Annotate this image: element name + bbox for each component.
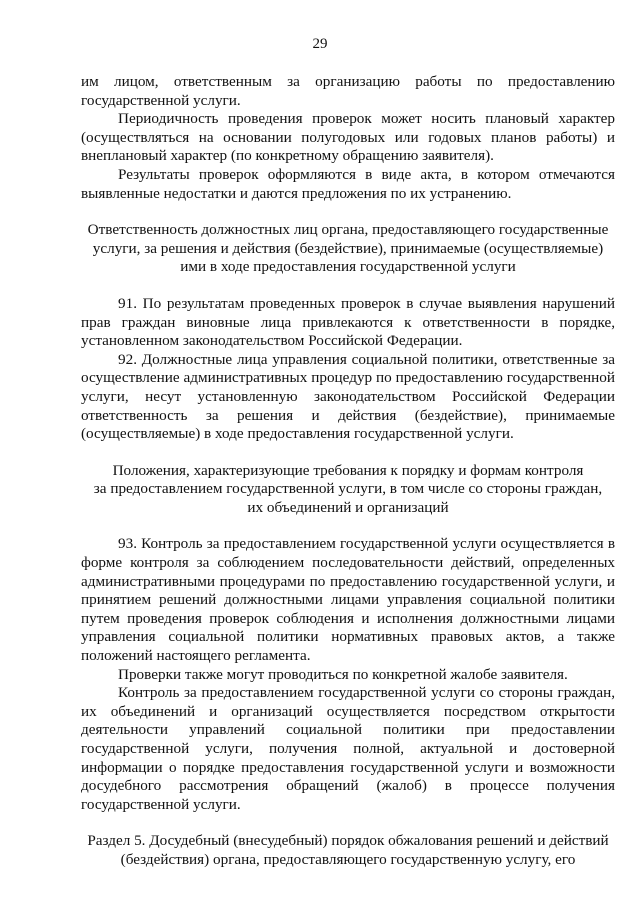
paragraph: Периодичность проведения проверок может носить плановый характер (осуществляться на основании полугодовых или годовых планов работы) и внеплановый характер (по конкретному обращению заявителя). xyxy=(81,110,615,165)
heading-line: Положения, характеризующие требования к порядку и формам контроля xyxy=(112,461,584,479)
paragraph: Контроль за предоставлением государственной услуги со стороны граждан, их объединений и организаций осуществляется посредством открытости деятельности управлений социальной политики при предоставлении государственной услуги, получения полной, актуальной и достоверной информации о порядке предоставления государственной услуги и возможности досудебного рассмотрения обращений (жалоб) в процессе получения государственной услуги. xyxy=(81,684,615,813)
paragraph: 91. По результатам проведенных проверок в случае выявления нарушений прав граждан виновные лица привлекаются к ответственности в порядке, установленном законодательством Российской Федерации. xyxy=(81,294,615,350)
paragraph: Проверки также могут проводиться по конкретной жалобе заявителя. xyxy=(118,665,568,683)
document-body xyxy=(81,73,615,870)
heading-line: их объединений и организаций xyxy=(247,498,449,516)
section-spacer xyxy=(81,203,615,221)
section-heading xyxy=(81,221,615,277)
heading-line: ими в ходе предоставления государственной услуги xyxy=(180,258,516,276)
section-spacer xyxy=(81,814,615,832)
section-spacer xyxy=(81,517,615,535)
heading-line: за предоставлением государственной услуги, в том числе со стороны граждан, xyxy=(93,480,603,498)
heading-line: Ответственность должностных лиц органа, предоставляющего государственные xyxy=(87,221,609,239)
page-number: 29 xyxy=(312,36,328,52)
paragraph: им лицом, ответственным за организацию работы по предоставлению государственной услуги. xyxy=(81,73,615,109)
paragraph: Результаты проверок оформляются в виде акта, в котором отмечаются выявленные недостатки и даются предложения по их устранению. xyxy=(81,165,615,202)
paragraph: 93. Контроль за предоставлением государственной услуги осуществляется в форме контроля за соблюдением последовательности действий, определенных административными процедурами по предоставлению государственной услуги, и принятием решений должностными лицами управления социальной политики путем проведения проверок соблюдения и исполнения должностными лицами управления социальной политики нормативных правовых актов, а также положений настоящего регламента. xyxy=(81,535,615,665)
heading-line: (бездействия) органа, предоставляющего государственную услугу, его xyxy=(120,850,576,868)
heading-line: услуги, за решения и действия (бездействие), принимаемые (осуществляемые) xyxy=(92,239,604,257)
section-spacer xyxy=(81,277,615,295)
section-heading xyxy=(81,462,615,518)
paragraph: 92. Должностные лица управления социальной политики, ответственные за осуществление административных процедур по предоставлению государственной услуги, несут установленную законодательством Российской Федерации ответственность за решения и действия (бездействие), принимаемые (осуществляемые) в ходе предоставления государственной услуги. xyxy=(81,350,615,443)
section-spacer xyxy=(81,444,615,462)
section-heading xyxy=(81,832,615,869)
heading-line: Раздел 5. Досудебный (внесудебный) порядок обжалования решений и действий xyxy=(87,832,609,850)
